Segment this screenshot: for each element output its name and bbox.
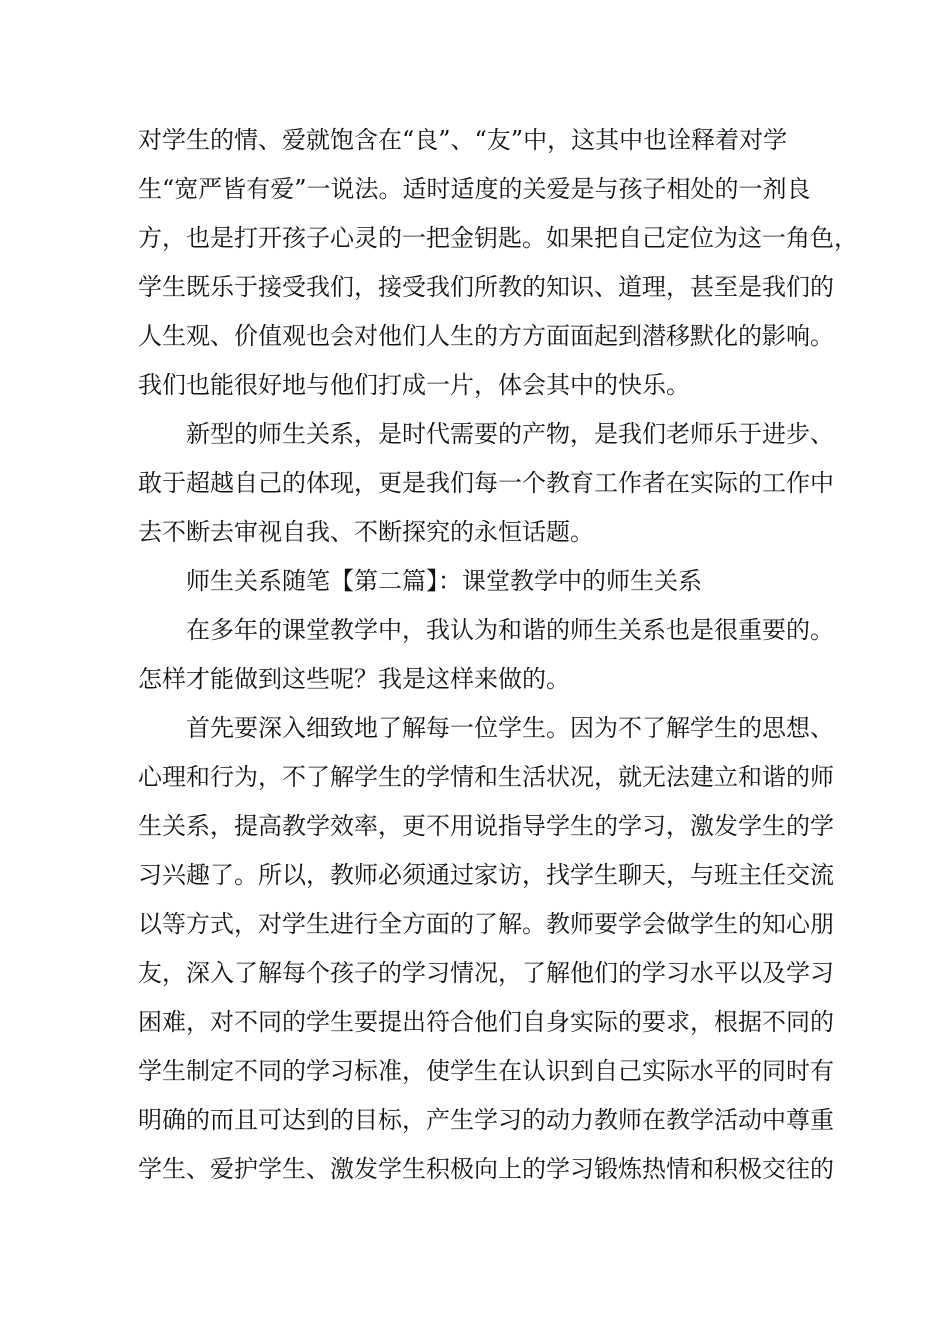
text-line: 在多年的课堂教学中，我认为和谐的师生关系也是很重要的。	[138, 616, 834, 644]
text-line: 习兴趣了。所以，教师必须通过家访，找学生聊天，与班主任交流	[138, 861, 834, 889]
text-line: 学生制定不同的学习标准，使学生在认识到自己实际水平的同时有	[138, 1057, 834, 1085]
text-line: 人生观、价值观也会对他们人生的方方面面起到潜移默化的影响。	[138, 322, 834, 350]
section-heading: 师生关系随笔【第二篇】：课堂教学中的师生关系	[138, 567, 702, 595]
text-line: 去不断去审视自我、不断探究的永恒话题。	[138, 518, 594, 546]
text-line: 敢于超越自己的体现，更是我们每一个教育工作者在实际的工作中	[138, 469, 834, 497]
text-line: 明确的而且可达到的目标，产生学习的动力教师在教学活动中尊重	[138, 1106, 834, 1134]
text-line: 生关系，提高教学效率，更不用说指导学生的学习，激发学生的学	[138, 812, 834, 840]
text-line: 我们也能很好地与他们打成一片，体会其中的快乐。	[138, 371, 690, 399]
text-line: 困难，对不同的学生要提出符合他们自身实际的要求，根据不同的	[138, 1008, 834, 1036]
text-line: 以等方式，对学生进行全方面的了解。教师要学会做学生的知心朋	[138, 910, 834, 938]
text-line: 学生、爱护学生、激发学生积极向上的学习锻炼热情和积极交往的	[138, 1155, 834, 1183]
text-line: 友，深入了解每个孩子的学习情况，了解他们的学习水平以及学习	[138, 959, 834, 987]
text-line: 学生既乐于接受我们，接受我们所教的知识、道理，甚至是我们的	[138, 273, 834, 301]
text-line: 怎样才能做到这些呢？我是这样来做的。	[138, 665, 570, 693]
text-line: 生“宽严皆有爱”一说法。适时适度的关爱是与孩子相处的一剂良	[138, 175, 811, 203]
text-line: 新型的师生关系，是时代需要的产物，是我们老师乐于进步、	[138, 420, 834, 448]
text-line: 对学生的情、爱就饱含在“良”、“友”中，这其中也诠释着对学	[138, 126, 788, 154]
text-line: 方，也是打开孩子心灵的一把金钥匙。如果把自己定位为这一角色，	[138, 224, 858, 252]
text-line: 首先要深入细致地了解每一位学生。因为不了解学生的思想、	[138, 714, 834, 742]
body-text	[138, 116, 858, 1194]
text-line: 心理和行为，不了解学生的学情和生活状况，就无法建立和谐的师	[138, 763, 834, 791]
